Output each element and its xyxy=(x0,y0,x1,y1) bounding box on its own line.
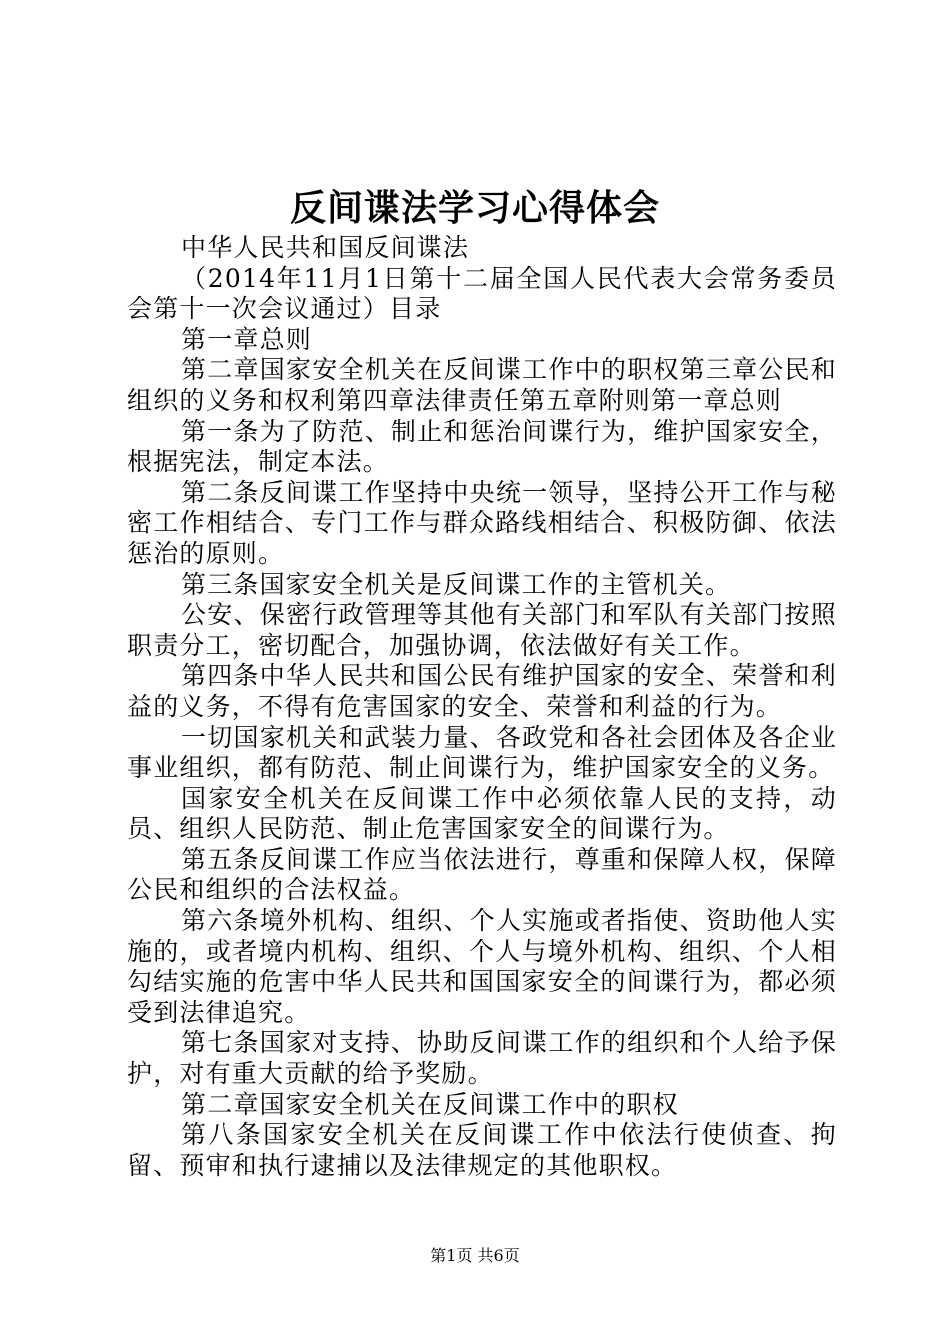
paragraph: 第一章总则 xyxy=(181,324,313,354)
paragraph: 第六条境外机构、组织、个人实施或者指使、资助他人实施的，或者境内机构、组织、个人与境外机构、组织、个人相勾结实施的危害中华人民共和国国家安全的间谍行为，都必须受到法律追究。 xyxy=(127,906,837,1027)
document-body xyxy=(127,233,837,1181)
document-title: 反间谍法学习心得体会 xyxy=(289,187,660,229)
paragraph: 第二章国家安全机关在反间谍工作中的职权第三章公民和组织的义务和权利第四章法律责任第五章附则第一章总则 xyxy=(127,355,837,415)
paragraph: 第七条国家对支持、协助反间谍工作的组织和个人给予保护，对有重大贡献的给予奖励。 xyxy=(127,1028,837,1089)
paragraph: 第五条反间谍工作应当依法进行，尊重和保障人权，保障公民和组织的合法权益。 xyxy=(127,844,837,905)
paragraph: 第三条国家安全机关是反间谍工作的主管机关。 xyxy=(181,569,732,599)
paragraph: 第二条反间谍工作坚持中央统一领导，坚持公开工作与秘密工作相结合、专门工作与群众路线相结合、积极防御、依法惩治的原则。 xyxy=(127,477,837,568)
paragraph: 国家安全机关在反间谍工作中必须依靠人民的支持，动员、组织人民防范、制止危害国家安全的间谍行为。 xyxy=(127,783,837,844)
paragraph: 中华人民共和国反间谍法 xyxy=(181,233,470,262)
page-number-footer: 第1页 共6页 xyxy=(430,1246,520,1265)
paragraph: 第八条国家安全机关在反间谍工作中依法行使侦查、拘留、预审和执行逮捕以及法律规定的其他职权。 xyxy=(127,1120,837,1180)
paragraph: 一切国家机关和武装力量、各政党和各社会团体及各企业事业组织，都有防范、制止间谍行为，维护国家安全的义务。 xyxy=(127,722,837,783)
paragraph: 第一条为了防范、制止和惩治间谍行为，维护国家安全，根据宪法，制定本法。 xyxy=(127,416,837,477)
paragraph: 公安、保密行政管理等其他有关部门和军队有关部门按照职责分工，密切配合，加强协调，依法做好有关工作。 xyxy=(127,600,837,660)
paragraph: 第四条中华人民共和国公民有维护国家的安全、荣誉和利益的义务，不得有危害国家的安全、荣誉和利益的行为。 xyxy=(127,661,837,721)
paragraph: 第二章国家安全机关在反间谍工作中的职权 xyxy=(181,1089,679,1119)
paragraph: （2014年11月1日第十二届全国人民代表大会常务委员会第十一次会议通过）目录 xyxy=(127,263,837,324)
